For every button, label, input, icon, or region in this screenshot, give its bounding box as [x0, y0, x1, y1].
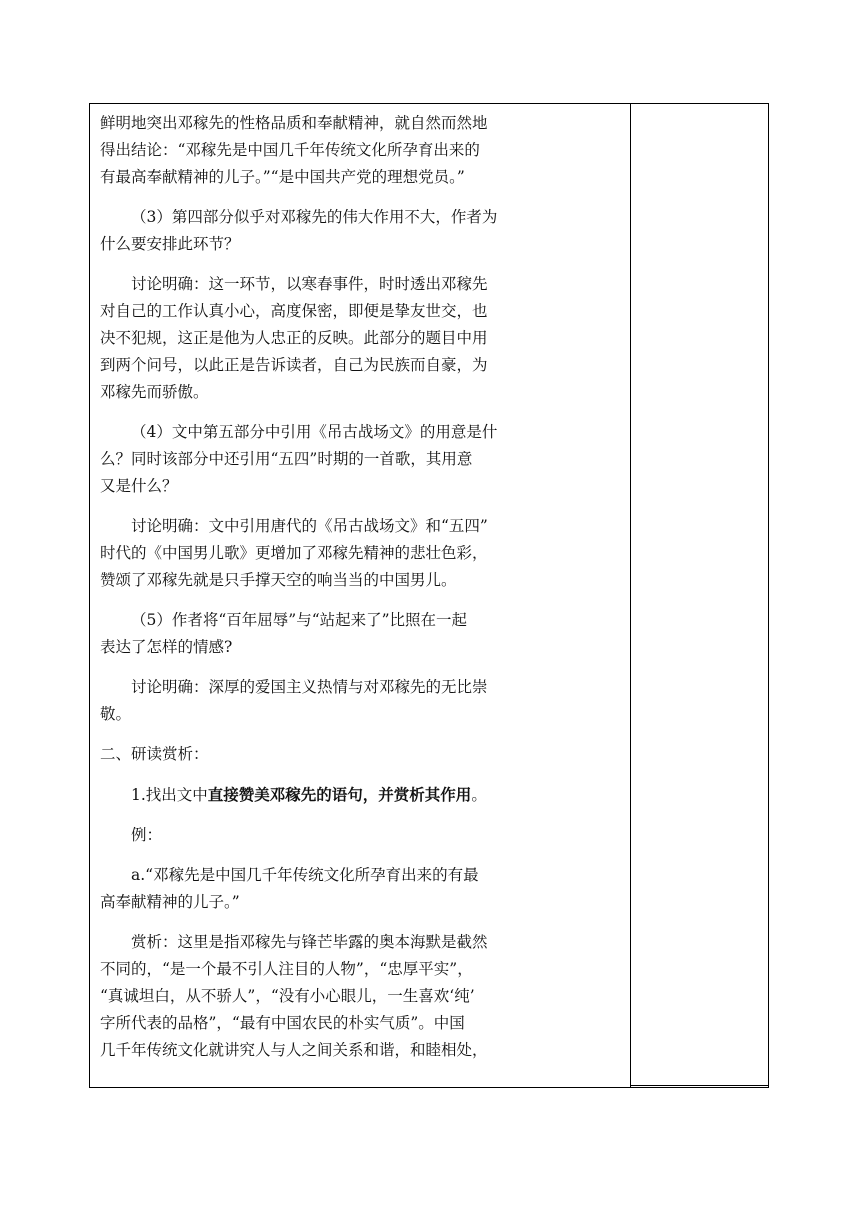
- lesson-content: [100, 110, 624, 1077]
- question-5: （5）作者将“百年屈辱”与“站起来了”比照在一起 表达了怎样的情感?: [100, 611, 468, 656]
- section-heading-2: 二、研读赏析：: [100, 745, 209, 763]
- right-cell-bottom-border: [630, 1085, 768, 1086]
- paragraph-conclusion: 鲜明地突出邓稼先的性格品质和奉献精神，就自然而然地 得出结论：“邓稼先是中国几千年传统文化所孕育出来的 有最高奉献精神的儿子。”“是中国共产党的理想党员。”: [100, 114, 488, 186]
- question-4: （4）文中第五部分中引用《吊古战场文》的用意是什 么？同时该部分中还引用“五四”时期的一首歌，其用意 又是什么？: [100, 423, 498, 495]
- example-a-quote: a.“邓稼先是中国几千年传统文化所孕育出来的有最 高奉献精神的儿子。”: [100, 866, 479, 911]
- task-1: 1.找出文中直接赞美邓稼先的语句，并赏析其作用。: [131, 785, 487, 804]
- lesson-table: [89, 103, 769, 1088]
- answer-4: 讨论明确：文中引用唐代的《吊古战场文》和“五四” 时代的《中国男儿歌》更增加了邓稼先精神的悲壮色彩， 赞颂了邓稼先就是只手撑天空的响当当的中国男儿。: [100, 517, 488, 589]
- answer-5: 讨论明确：深厚的爱国主义热情与对邓稼先的无比崇 敬。: [100, 678, 488, 723]
- question-3: （3）第四部分似乎对邓稼先的伟大作用不大，作者为 什么要安排此环节？: [100, 208, 498, 253]
- example-label: 例：: [131, 826, 163, 844]
- example-a-analysis: 赏析：这里是指邓稼先与锋芒毕露的奥本海默是截然 不同的，“是一个最不引人注目的人物”，“忠厚平实”， “真诚坦白，从不骄人”，“没有小心眼儿，一生喜欢‘纯’ 字所代表的品格”，“最有中国农民的朴实气质”。中国 几千年传统文化就讲究人与人之间关系和谐，和睦相处，: [100, 933, 488, 1059]
- answer-3: 讨论明确：这一环节，以寒春事件，时时透出邓稼先 对自己的工作认真小心，高度保密，即便是挚友世交，也 决不犯规，这正是他为人忠正的反映。此部分的题目中用 到两个问号，以此正是告诉读者，自己为民族而自豪，为 邓稼先而骄傲。: [100, 275, 488, 401]
- column-divider: [630, 104, 631, 1087]
